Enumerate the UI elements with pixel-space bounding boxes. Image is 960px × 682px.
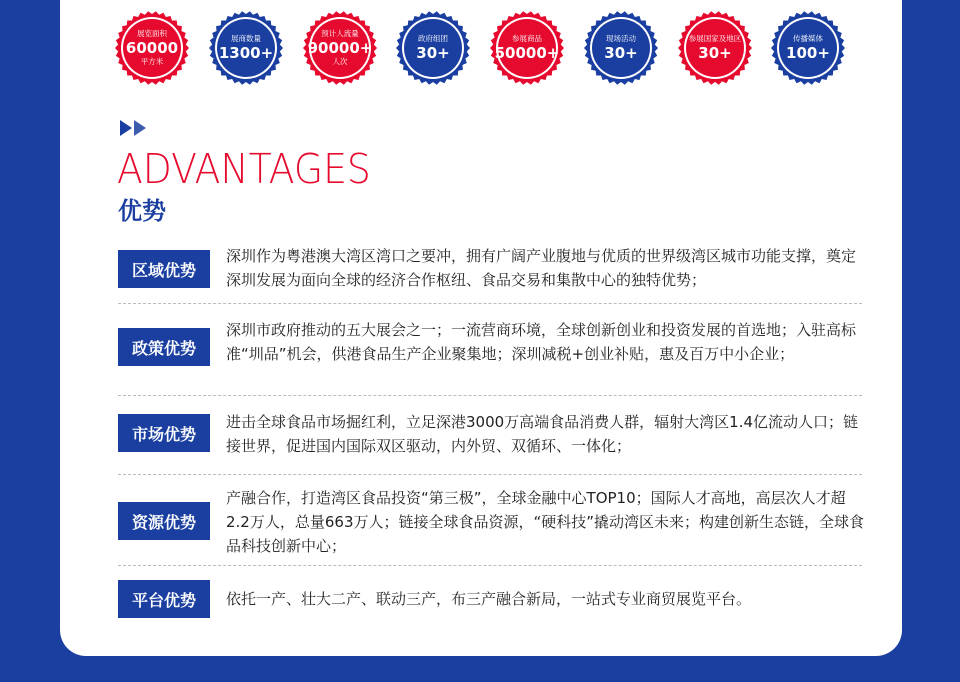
advantage-tag: 政策优势 — [118, 328, 210, 366]
stat-unit: 平方米 — [140, 57, 164, 66]
stats-row — [114, 10, 854, 90]
stat-unit: 人次 — [332, 57, 348, 66]
advantage-text: 进击全球食品市场掘红利，立足深港3000万高端食品消费人群，辐射大湾区1.4亿流动人口；链接世界，促进国内国际双区驱动，内外贸、双循环、一体化； — [226, 413, 859, 455]
stat-label: 展商数量 — [231, 34, 261, 43]
advantage-text: 产融合作，打造湾区食品投资“第三极”，全球金融中心TOP10；国际人才高地，高层次人才超2.2万人，总量663万人；链接全球食品资源，“硬科技”撬动湾区未来；构建创新生态链，全球食品科技创新中心； — [226, 489, 865, 555]
stat-value: 50000+ — [494, 44, 560, 62]
heading-chinese: 优势 — [118, 197, 166, 225]
row-divider — [118, 395, 862, 396]
row-divider — [118, 474, 862, 475]
stat-label: 参展国家及地区 — [688, 34, 742, 43]
stat-badge — [114, 10, 190, 86]
stat-badge — [302, 10, 378, 86]
stat-badge — [395, 10, 471, 86]
heading-english: ADVANTAGES — [117, 145, 371, 193]
stat-label: 参展商品 — [512, 34, 542, 43]
stat-value: 1300+ — [218, 44, 274, 62]
stat-badge — [208, 10, 284, 86]
stat-badge — [770, 10, 846, 86]
stat-value: 30+ — [604, 44, 638, 62]
advantage-tag: 区域优势 — [118, 250, 210, 288]
stat-label: 预计人流量 — [321, 29, 359, 38]
stat-label: 现场活动 — [606, 34, 636, 43]
stat-badge — [677, 10, 753, 86]
advantage-text: 依托一产、壮大二产、联动三产，布三产融合新局，一站式专业商贸展览平台。 — [226, 590, 752, 608]
advantage-tag: 资源优势 — [118, 502, 210, 540]
row-divider — [118, 565, 862, 566]
stat-label: 展览面积 — [137, 29, 167, 38]
row-divider — [118, 303, 862, 304]
stat-badge — [489, 10, 565, 86]
advantage-tag: 平台优势 — [118, 580, 210, 618]
stat-value: 100+ — [786, 44, 830, 62]
double-chevron-icon — [118, 118, 154, 138]
stat-label: 传播媒体 — [793, 34, 823, 43]
advantage-text: 深圳作为粤港澳大湾区湾口之要冲，拥有广阔产业腹地与优质的世界级湾区城市功能支撑，奠定深圳发展为面向全球的经济合作枢纽、食品交易和集散中心的独特优势； — [226, 247, 857, 289]
stat-label: 政府组团 — [418, 34, 448, 43]
stat-badge — [583, 10, 659, 86]
stat-value: 90000+ — [307, 39, 373, 57]
stat-value: 30+ — [698, 44, 732, 62]
stat-value: 30+ — [416, 44, 450, 62]
stat-value: 60000 — [125, 39, 179, 57]
advantage-text: 深圳市政府推动的五大展会之一；一流营商环境，全球创新创业和投资发展的首选地；入驻高标准“圳品”机会，供港食品生产企业聚集地；深圳减税+创业补贴，惠及百万中小企业； — [226, 321, 857, 363]
advantage-tag: 市场优势 — [118, 414, 210, 452]
